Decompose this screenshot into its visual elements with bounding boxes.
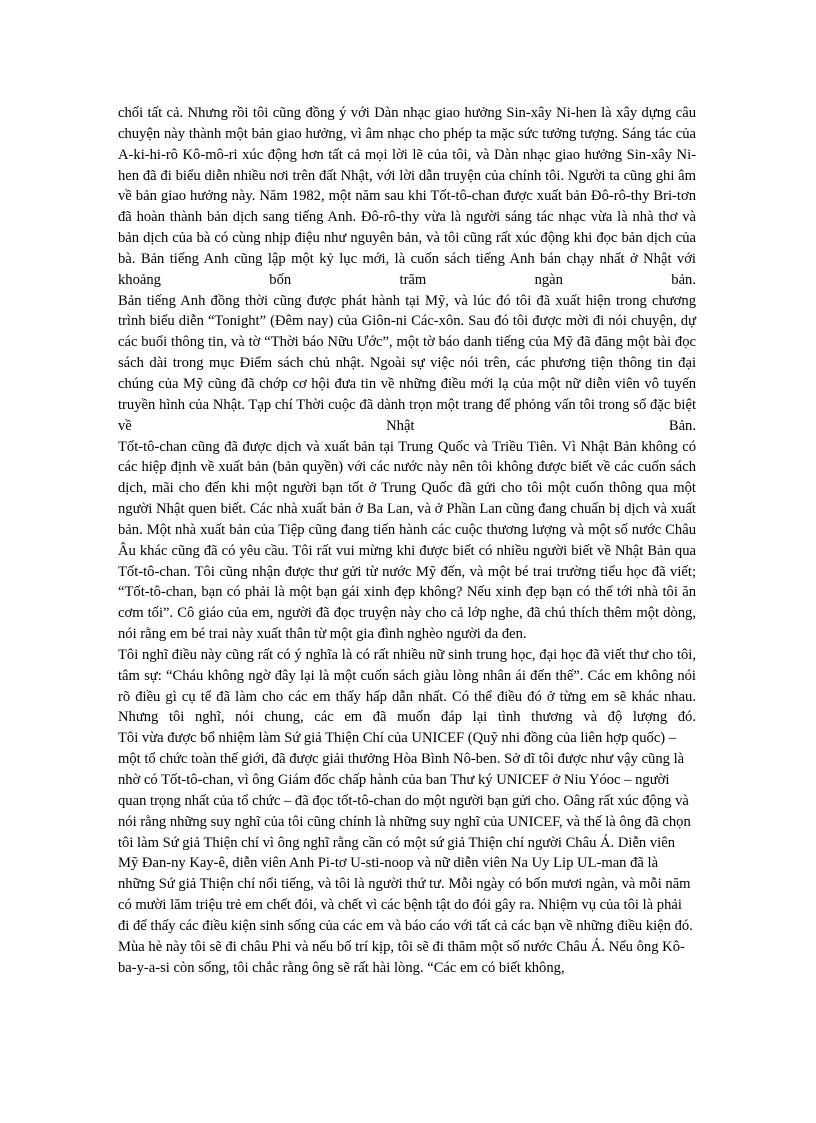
paragraph-unicef-ambassador: Tôi vừa được bổ nhiệm làm Sứ giả Thiện Chí của UNICEF (Quỹ nhi đồng của liên hợp quốc) – một tổ chức toàn thế giới, đã được giải thưởng Hòa Bình Nô-ben. Sở dĩ tôi được như vậy cũng là nhờ có Tốt-tô-chan, vì ông Giám đốc chấp hành của ban Thư ký UNICEF ở Niu Yóoc – người quan trọng nhất của tổ chức – đã đọc tốt-tô-chan do một người bạn gửi cho. Oâng rất xúc động và nói rằng những suy nghĩ của tôi cũng chính là những suy nghĩ của UNICEF, và thế là ông đã chọn tôi làm Sứ giả Thiện chí vì ông nghĩ rằng cần có một sứ giả Thiện chí người Châu Á. Diễn viên Mỹ Đan-ny Kay-ê, diễn viên Anh Pi-tơ U-sti-noop và nữ diễn viên Na Uy Lip UL-man đã là những Sứ giả Thiện chí nổi tiếng, và tôi là người thứ tư. Mỗi ngày có bốn mươi ngàn, và mỗi năm có mười lăm triệu trẻ em chết đói, và chết vì các bệnh tật do đói gây ra. Nhiệm vụ của tôi là phải đi để thấy các điều kiện sinh sống của các em và báo cáo với tất cả các bạn về những điều kiện đó. Mùa hè này tôi sẽ đi châu Phi và nếu bố trí kịp, tôi sẽ đi thăm một số nước Châu Á. Nếu ông Kô-ba-y-a-si còn sống, tôi chắc rằng ông sẽ rất hài lòng. “Các em có biết không, [118, 730, 693, 976]
paragraph-symphony-translation: chối tất cả. Nhưng rồi tôi cũng đồng ý với Dàn nhạc giao hưởng Sin-xây Ni-hen là xây dựng câu chuyện này thành một bản giao hưởng, vì âm nhạc cho phép ta mặc sức tưởng tượng. Sáng tác của A-ki-hi-rô Kô-mô-ri xúc động hơn tất cả mọi lời lẽ của tôi, và Dàn nhạc giao hưởng Sin-xây Ni-hen đã đi biểu diễn nhiều nơi trên đất Nhật, với lời dẫn truyện của chính tôi. Người ta cũng ghi âm về bản giao hưởng này. Năm 1982, một năm sau khi Tốt-tô-chan được xuất bản Đô-rô-thy Bri-tơn đã hoàn thành bản dịch sang tiếng Anh. Đô-rô-thy vừa là người sáng tác nhạc vừa là nhà thơ và bản dịch của bà có cùng nhịp điệu như nguyên bản, và tôi cũng rất xúc động khi đọc bản dịch của bà. Bản tiếng Anh cũng lập một kỷ lục mới, là cuốn sách tiếng Anh bán chạy nhất ở Nhật với khoảng bốn trăm ngàn bản. [118, 105, 696, 288]
paragraph-foreign-editions: Tốt-tô-chan cũng đã được dịch và xuất bản tại Trung Quốc và Triều Tiên. Vì Nhật Bản không có các hiệp định về xuất bản (bản quyền) với các nước này nên tôi không được biết về các cuốn sách dịch, mãi cho đến khi một người bạn tốt ở Trung Quốc đã gửi cho tôi một cuốn thông qua một người Nhật quen biết. Các nhà xuất bản ở Ba Lan, và ở Phần Lan cũng đang chuẩn bị dịch và xuất bản. Một nhà xuất bản của Tiệp cũng đang tiến hành các cuộc thương lượng và một số nước Châu Âu khác cũng đã có yêu cầu. Tôi rất vui mừng khi được biết có nhiều người biết về Nhật Bản qua Tốt-tô-chan. Tôi cũng nhận được thư gửi từ nước Mỹ đến, và một bé trai trường tiểu học đã viết; “Tốt-tô-chan, bạn có phải là một bạn gái xinh đẹp không? Nếu xinh đẹp bạn có thể tới nhà tôi ăn cơm tối”. Cô giáo của em, người đã đọc truyện này cho cả lớp nghe, đã chú thích thêm một dòng, nói rằng em bé trai này xuất thân từ một gia đình nghèo người da đen. [118, 438, 696, 643]
paragraph-us-publication: Bản tiếng Anh đồng thời cũng được phát hành tại Mỹ, và lúc đó tôi đã xuất hiện trong chương trình biểu diễn “Tonight” (Đêm nay) của Giôn-ni Các-xôn. Sau đó tôi được mời đi nói chuyện, dự các buổi thông tin, và tờ “Thời báo Nữu Ước”, một tờ báo danh tiếng của Mỹ đã đăng một bài đọc sách dài trong mục Điểm sách chủ nhật. Ngoài sự việc nói trên, các phương tiện thông tin đại chúng của Mỹ cũng đã chớp cơ hội đưa tin về những điều mới lạ của một nữ diễn viên vô tuyến truyền hình của Nhật. Tạp chí Thời cuộc đã dành trọn một trang để phỏng vấn tôi trong số đặc biệt về Nhật Bản. [118, 292, 696, 434]
paragraph-student-letters: Tôi nghĩ điều này cũng rất có ý nghĩa là có rất nhiều nữ sinh trung học, đại học đã viết thư cho tôi, tâm sự: “Cháu không ngờ đây lại là một cuốn sách giàu lòng nhân ái đến thế”. Các em không nói rõ điều gì cụ tể đã làm cho các em thấy hấp dẫn nhất. Có thể điều đó ở từng em sẽ khác nhau. Nhưng tôi nghĩ, nói chung, các em đã muốn đáp lại tình thương và độ lượng đó. [118, 646, 696, 726]
document-body [118, 103, 696, 978]
